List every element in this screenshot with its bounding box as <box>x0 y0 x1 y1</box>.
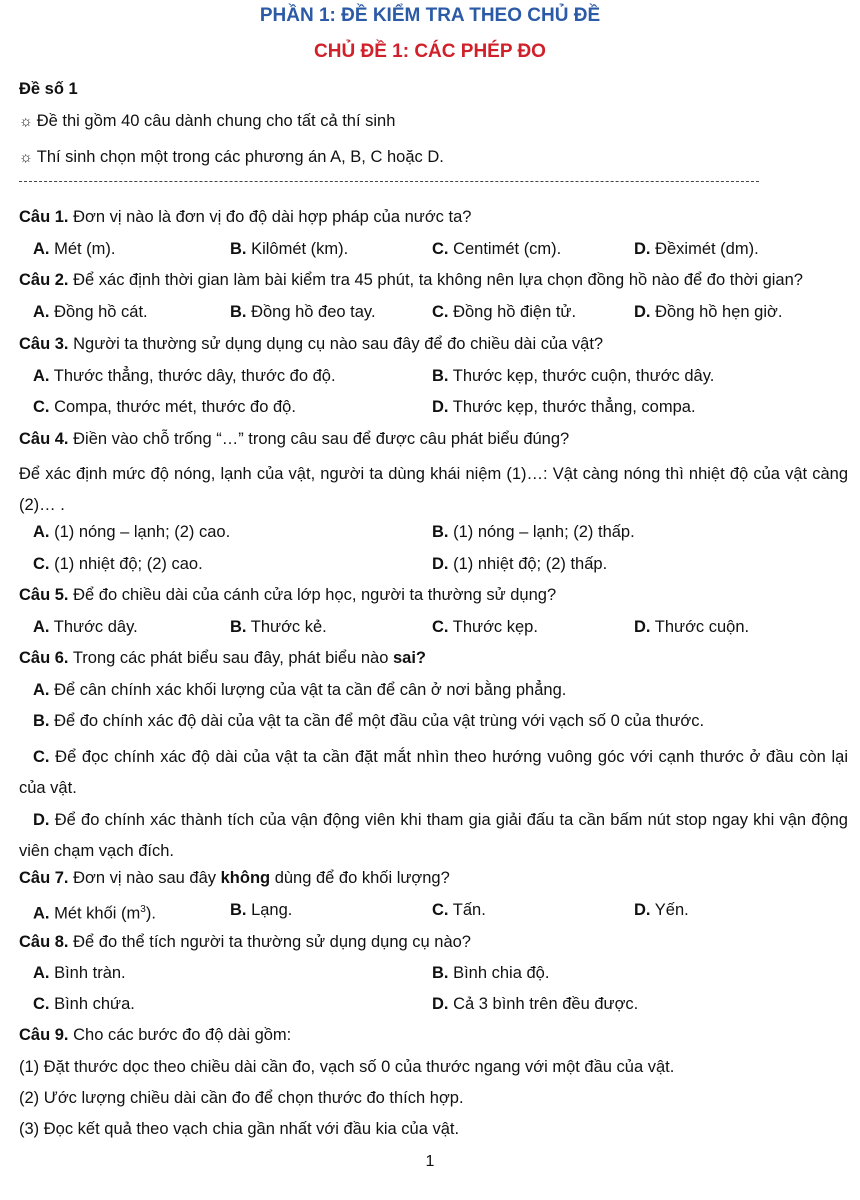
divider <box>19 181 759 182</box>
q3-option-b[interactable]: B. Thước kẹp, thước cuộn, thước dây. <box>432 367 715 385</box>
q6-option-b[interactable]: B. Để đo chính xác độ dài của vật ta cần để một đầu của vật trùng với vạch số 0 của thước. <box>33 712 705 730</box>
q2-option-d[interactable]: D. Đồng hồ hẹn giờ. <box>634 303 783 321</box>
q8-option-d[interactable]: D. Cả 3 bình trên đều được. <box>432 995 639 1013</box>
q5-option-d[interactable]: D. Thước cuộn. <box>634 618 750 636</box>
q1-option-b[interactable]: B. Kilômét (km). <box>230 240 349 258</box>
q4-option-d[interactable]: D. (1) nhiệt độ; (2) thấp. <box>432 555 608 573</box>
question-8: Câu 8. Để đo thể tích người ta thường sử dụng dụng cụ nào? <box>19 933 471 951</box>
q5-option-a[interactable]: A. Thước dây. <box>33 618 138 636</box>
q1-option-a[interactable]: A. Mét (m). <box>33 240 116 258</box>
q2-option-a[interactable]: A. Đồng hồ cát. <box>33 303 148 321</box>
q8-option-b[interactable]: B. Bình chia độ. <box>432 964 550 982</box>
q5-option-c[interactable]: C. Thước kẹp. <box>432 618 538 636</box>
question-2: Câu 2. Để xác định thời gian làm bài kiểm tra 45 phút, ta không nên lựa chọn đồng hồ nào để đo thời gian? <box>19 271 803 289</box>
q7-option-a[interactable]: A. Mét khối $(m^3)$. <box>33 904 156 923</box>
part-title: PHẦN 1: ĐỀ KIỂM TRA THEO CHỦ ĐỀ <box>259 5 601 26</box>
exam-title: Đề số 1 <box>19 80 78 98</box>
question-9: Câu 9. Cho các bước đo độ dài gồm: <box>19 1026 292 1044</box>
q9-step-2: (2) Ước lượng chiều dài cần đo để chọn thước đo thích hợp. <box>19 1089 464 1107</box>
q3-option-d[interactable]: D. Thước kẹp, thước thẳng, compa. <box>432 398 696 416</box>
question-1: Câu 1. Đơn vị nào là đơn vị đo độ dài hợp pháp của nước ta? <box>19 208 472 226</box>
exam-note-1: ☼ Đề thi gồm 40 câu dành chung cho tất cả thí sinh <box>19 112 396 130</box>
q4-option-c[interactable]: C. (1) nhiệt độ; (2) cao. <box>33 555 203 573</box>
q3-option-a[interactable]: A. Thước thẳng, thước dây, thước đo độ. <box>33 367 336 385</box>
question-5: Câu 5. Để đo chiều dài của cánh cửa lớp học, người ta thường sử dụng? <box>19 586 557 604</box>
q2-option-b[interactable]: B. Đồng hồ đeo tay. <box>230 303 376 321</box>
q6-option-d[interactable]: D. Để đo chính xác thành tích của vận động viên khi tham gia giải đấu ta cần bấm nút stop ngay khi vận động viên chạm vạch đích. <box>19 811 848 860</box>
q5-option-b[interactable]: B. Thước kẻ. <box>230 618 327 636</box>
q6-option-a[interactable]: A. Để cân chính xác khối lượng của vật ta cần để cân ở nơi bằng phẳng. <box>33 681 567 699</box>
question-4: Câu 4. Điền vào chỗ trống “…” trong câu sau để được câu phát biểu đúng? <box>19 430 570 448</box>
question-7: Câu 7. Đơn vị nào sau đây không dùng để đo khối lượng? <box>19 869 450 887</box>
q9-step-3: (3) Đọc kết quả theo vạch chia gần nhất với đầu kia của vật. <box>19 1120 460 1138</box>
sun-icon: ☼ <box>19 113 33 130</box>
q9-step-1: (1) Đặt thước dọc theo chiều dài cần đo, vạch số 0 của thước ngang với một đầu của vật. <box>19 1058 675 1076</box>
q3-option-c[interactable]: C. Compa, thước mét, thước đo độ. <box>33 398 296 416</box>
q8-option-a[interactable]: A. Bình tràn. <box>33 964 126 982</box>
q4-option-a[interactable]: A. (1) nóng – lạnh; (2) cao. <box>33 523 231 541</box>
exam-note-2: ☼ Thí sinh chọn một trong các phương án A, B, C hoặc D. <box>19 148 444 166</box>
q7-option-d[interactable]: D. Yến. <box>634 901 689 919</box>
sun-icon: ☼ <box>19 149 33 166</box>
q1-option-c[interactable]: C. Centimét (cm). <box>432 240 562 258</box>
q7-option-c[interactable]: C. Tấn. <box>432 901 486 919</box>
q1-option-d[interactable]: D. Đềximét (dm). <box>634 240 759 258</box>
q4-statement: Để xác định mức độ nóng, lạnh của vật, người ta dùng khái niệm (1)…: Vật càng nóng thì nhiệt độ của vật càng (2)… . <box>19 465 848 514</box>
page-number: 1 <box>425 1153 435 1170</box>
q6-option-c[interactable]: C. Để đọc chính xác độ dài của vật ta cần đặt mắt nhìn theo hướng vuông góc với cạnh thước ở đầu còn lại của vật. <box>19 748 848 797</box>
q4-option-b[interactable]: B. (1) nóng – lạnh; (2) thấp. <box>432 523 635 541</box>
question-6: Câu 6. Trong các phát biểu sau đây, phát biểu nào sai? <box>19 649 426 667</box>
question-3: Câu 3. Người ta thường sử dụng dụng cụ nào sau đây để đo chiều dài của vật? <box>19 335 604 353</box>
topic-title: CHỦ ĐỀ 1: CÁC PHÉP ĐO <box>314 41 546 62</box>
q7-option-b[interactable]: B. Lạng. <box>230 901 293 919</box>
q8-option-c[interactable]: C. Bình chứa. <box>33 995 135 1013</box>
q2-option-c[interactable]: C. Đồng hồ điện tử. <box>432 303 577 321</box>
